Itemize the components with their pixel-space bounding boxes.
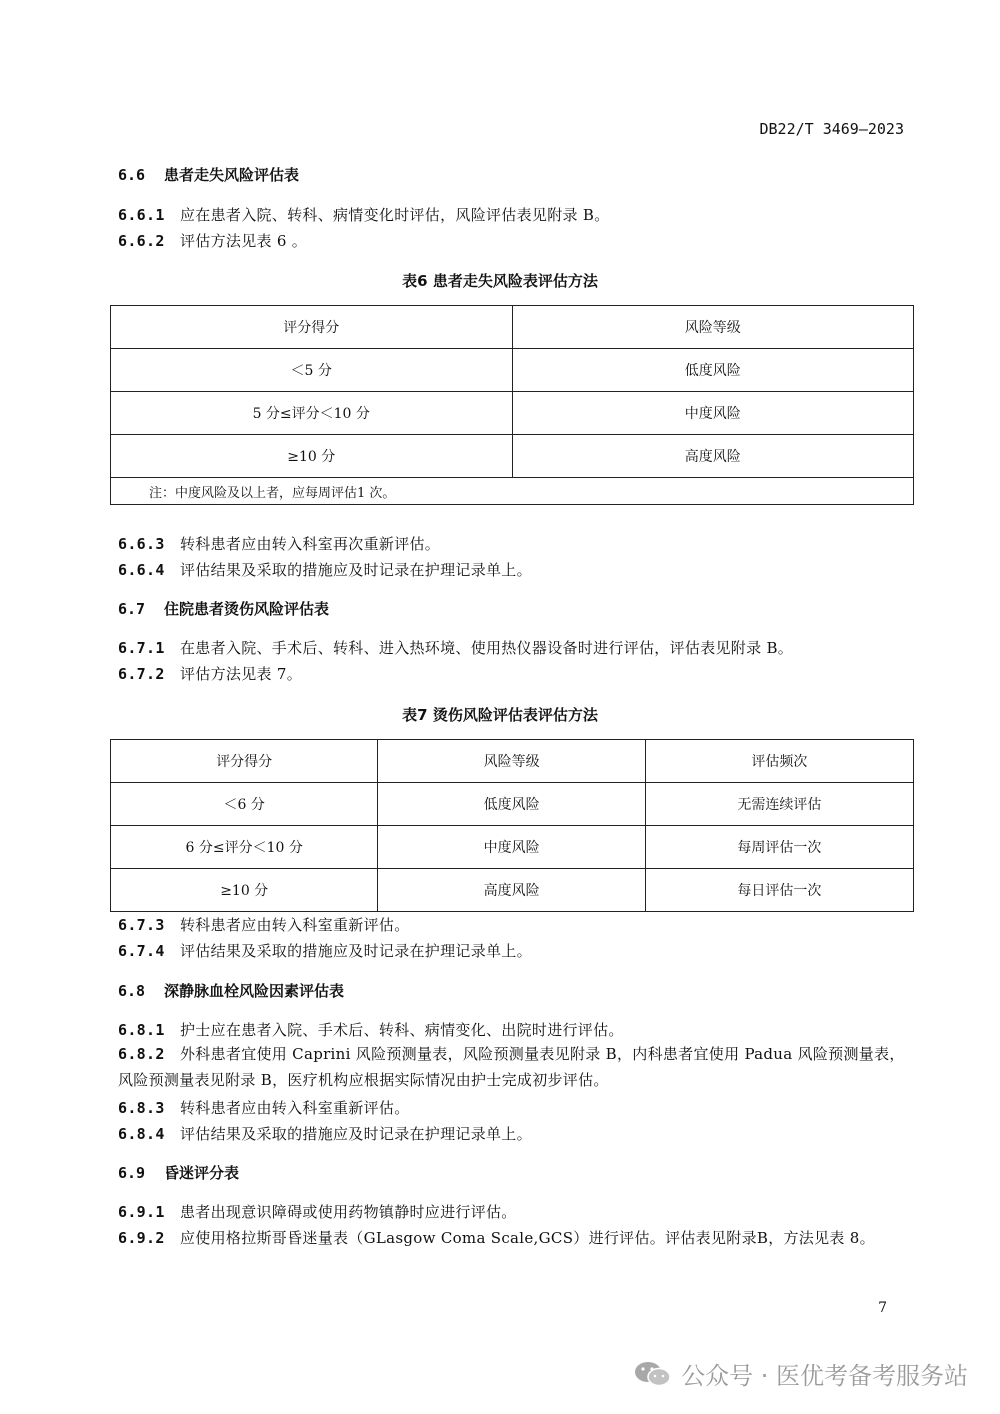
section-title: 昏迷评分表 bbox=[164, 1164, 240, 1182]
clause-text: 转科患者应由转入科室再次重新评估。 bbox=[180, 535, 441, 553]
section-6-6-heading bbox=[118, 164, 299, 185]
table-cell: 6 分≤评分＜10 分 bbox=[111, 826, 378, 869]
table-cell: 每日评估一次 bbox=[645, 869, 913, 912]
clause-6-7-2 bbox=[118, 663, 302, 684]
clause-text: 外科患者宜使用 Caprini 风险预测量表，风险预测量表见附录 B，内科患者宜使用 Padua 风险预测量表，风险预测量表见附录 B，医疗机构应根据实际情况由护士完成初步评估。 bbox=[118, 1045, 905, 1089]
clause-number: 6.6.2 bbox=[118, 232, 165, 250]
table-cell: 中度风险 bbox=[378, 826, 645, 869]
table-cell: ＜5 分 bbox=[111, 349, 513, 392]
clause-6-9-1 bbox=[118, 1201, 517, 1222]
clause-number: 6.7.3 bbox=[118, 916, 165, 934]
section-title: 住院患者烫伤风险评估表 bbox=[164, 600, 330, 618]
section-number: 6.6 bbox=[118, 166, 146, 184]
clause-text: 转科患者应由转入科室重新评估。 bbox=[180, 1099, 410, 1117]
clause-number: 6.8.4 bbox=[118, 1125, 165, 1143]
clause-text: 评估方法见表 6 。 bbox=[180, 232, 308, 250]
table-header-cell: 评估频次 bbox=[645, 740, 913, 783]
table-cell: 5 分≤评分＜10 分 bbox=[111, 392, 513, 435]
table-note: 注：中度风险及以上者，应每周评估1 次。 bbox=[111, 478, 914, 505]
table-7-caption: 表7 烫伤风险评估表评估方法 bbox=[402, 706, 598, 724]
clause-number: 6.8.2 bbox=[118, 1045, 165, 1063]
table-cell: 低度风险 bbox=[512, 349, 914, 392]
clause-6-7-4 bbox=[118, 940, 532, 961]
clause-6-7-3 bbox=[118, 914, 410, 935]
clause-number: 6.9.2 bbox=[118, 1229, 165, 1247]
clause-text: 护士应在患者入院、手术后、转科、病情变化、出院时进行评估。 bbox=[180, 1021, 624, 1039]
clause-6-8-3 bbox=[118, 1097, 410, 1118]
clause-text: 评估结果及采取的措施应及时记录在护理记录单上。 bbox=[180, 561, 532, 579]
clause-text: 评估结果及采取的措施应及时记录在护理记录单上。 bbox=[180, 1125, 532, 1143]
clause-number: 6.6.3 bbox=[118, 535, 165, 553]
clause-6-6-1 bbox=[118, 204, 610, 225]
table-cell: 低度风险 bbox=[378, 783, 645, 826]
clause-6-9-2 bbox=[118, 1227, 875, 1248]
table-cell: ≥10 分 bbox=[111, 435, 513, 478]
clause-text: 应使用格拉斯哥昏迷量表（GLasgow Coma Scale,GCS）进行评估。评估表见附录B，方法见表 8。 bbox=[180, 1229, 875, 1247]
section-6-8-heading bbox=[118, 980, 344, 1001]
clause-number: 6.7.2 bbox=[118, 665, 165, 683]
table-7 bbox=[110, 739, 914, 912]
table-6 bbox=[110, 305, 914, 505]
table-note-row bbox=[111, 478, 914, 505]
clause-6-6-4 bbox=[118, 559, 532, 580]
table-header-cell: 风险等级 bbox=[378, 740, 645, 783]
table-header-cell: 评分得分 bbox=[111, 740, 378, 783]
table-header-row bbox=[111, 740, 914, 783]
clause-number: 6.8.3 bbox=[118, 1099, 165, 1117]
clause-text: 评估结果及采取的措施应及时记录在护理记录单上。 bbox=[180, 942, 532, 960]
clause-number: 6.9.1 bbox=[118, 1203, 165, 1221]
table-row bbox=[111, 783, 914, 826]
clause-6-8-2 bbox=[118, 1041, 908, 1093]
table-row bbox=[111, 392, 914, 435]
clause-6-7-1 bbox=[118, 637, 793, 658]
table-cell: ≥10 分 bbox=[111, 869, 378, 912]
table-cell: 中度风险 bbox=[512, 392, 914, 435]
section-title: 深静脉血栓风险因素评估表 bbox=[164, 982, 345, 1000]
table-header-row bbox=[111, 306, 914, 349]
clause-number: 6.7.4 bbox=[118, 942, 165, 960]
clause-text: 在患者入院、手术后、转科、进入热环境、使用热仪器设备时进行评估，评估表见附录 B。 bbox=[180, 639, 794, 657]
table-header-cell: 评分得分 bbox=[111, 306, 513, 349]
table-cell: ＜6 分 bbox=[111, 783, 378, 826]
section-number: 6.8 bbox=[118, 982, 146, 1000]
table-cell: 高度风险 bbox=[512, 435, 914, 478]
table-cell: 高度风险 bbox=[378, 869, 645, 912]
clause-6-6-3 bbox=[118, 533, 440, 554]
table-cell: 无需连续评估 bbox=[645, 783, 913, 826]
page-number: 7 bbox=[878, 1300, 887, 1316]
clause-text: 转科患者应由转入科室重新评估。 bbox=[180, 916, 410, 934]
watermark-text: 公众号 · 医优考备考服务站 bbox=[681, 1362, 968, 1390]
section-number: 6.7 bbox=[118, 600, 146, 618]
clause-text: 应在患者入院、转科、病情变化时评估，风险评估表见附录 B。 bbox=[180, 206, 610, 224]
section-6-7-heading bbox=[118, 598, 329, 619]
table-6-caption: 表6 患者走失风险表评估方法 bbox=[402, 272, 598, 290]
table-row bbox=[111, 869, 914, 912]
table-row bbox=[111, 826, 914, 869]
section-number: 6.9 bbox=[118, 1164, 146, 1182]
document-code: DB22/T 3469—2023 bbox=[759, 120, 904, 138]
clause-number: 6.6.4 bbox=[118, 561, 165, 579]
table-row bbox=[111, 435, 914, 478]
section-title: 患者走失风险评估表 bbox=[164, 166, 300, 184]
clause-text: 患者出现意识障碍或使用药物镇静时应进行评估。 bbox=[180, 1203, 517, 1221]
watermark bbox=[633, 1356, 968, 1391]
table-cell: 每周评估一次 bbox=[645, 826, 913, 869]
clause-number: 6.8.1 bbox=[118, 1021, 165, 1039]
clause-text: 评估方法见表 7。 bbox=[180, 665, 303, 683]
clause-number: 6.6.1 bbox=[118, 206, 165, 224]
table-header-cell: 风险等级 bbox=[512, 306, 914, 349]
clause-6-8-1 bbox=[118, 1019, 624, 1040]
section-6-9-heading bbox=[118, 1162, 239, 1183]
clause-6-6-2 bbox=[118, 230, 307, 251]
clause-6-8-4 bbox=[118, 1123, 532, 1144]
wechat-icon bbox=[633, 1359, 673, 1389]
clause-number: 6.7.1 bbox=[118, 639, 165, 657]
table-row bbox=[111, 349, 914, 392]
